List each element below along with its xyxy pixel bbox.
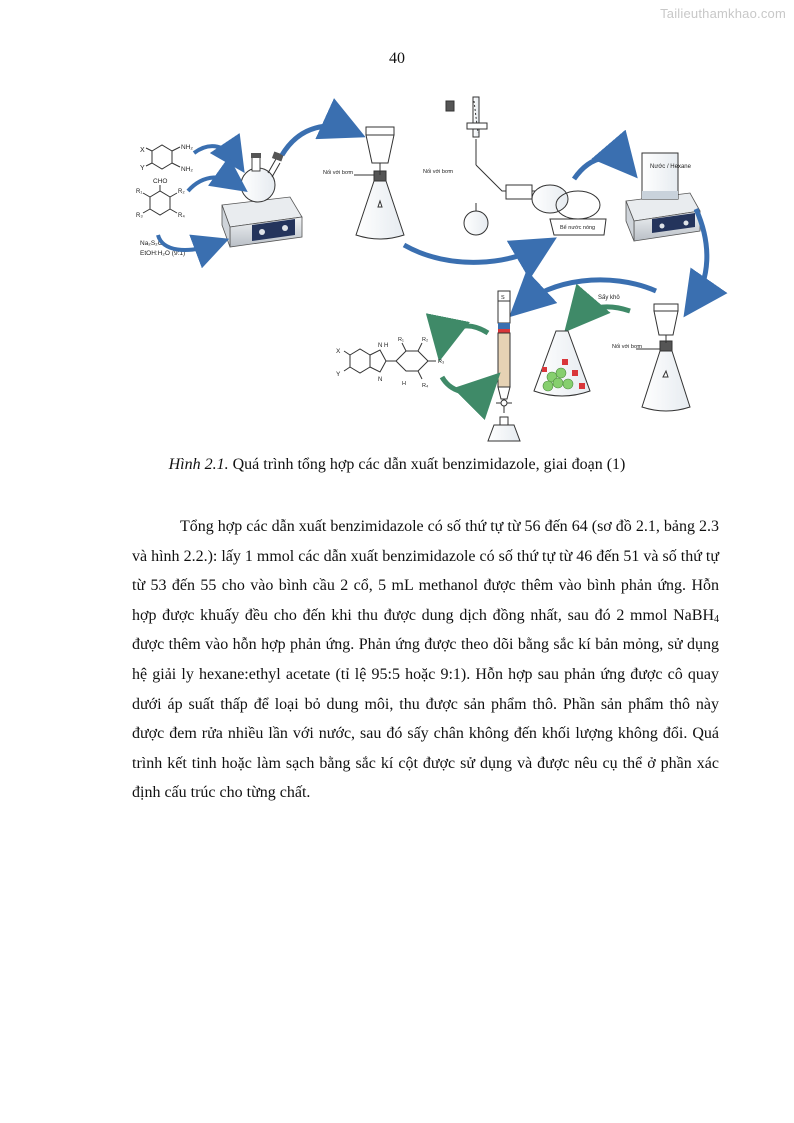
product-r2: R₂ — [422, 337, 429, 343]
product-r3: R₃ — [438, 359, 445, 365]
paragraph-subscript: 4 — [714, 613, 719, 625]
body-paragraph — [132, 512, 719, 808]
arrow-drying — [574, 307, 630, 321]
product-h: H — [402, 381, 406, 387]
arrow-diamine-to-flask — [194, 146, 238, 163]
reagent-na2s2o5: Na₂S₂O₅ — [140, 240, 166, 247]
arrow-to-rotavap — [404, 245, 544, 262]
aldehyde-r3: R₃ — [136, 213, 143, 219]
stirrer-hotplate-1 — [222, 197, 302, 247]
arrow-to-column — [520, 280, 656, 307]
arrow-reagents-to-stirrer — [158, 235, 218, 250]
buchner-filtration-1 — [354, 127, 404, 239]
product-structure — [344, 343, 436, 379]
aldehyde-r1: R₁ — [136, 189, 143, 195]
page-number: 40 — [389, 50, 405, 67]
reagent-solvent: EtOH:H₂O (9:1) — [140, 250, 186, 257]
product-r1: R₁ — [398, 337, 404, 343]
amine-label-1: NH₂ — [181, 144, 193, 151]
wash-beaker — [642, 153, 678, 199]
product-x: X — [336, 348, 341, 355]
drying-label: Sấy khô — [598, 295, 620, 301]
vacuum-label-3: Nối với bơm — [612, 344, 643, 350]
substituent-y-1: Y — [140, 165, 145, 172]
amine-label-2: NH₂ — [181, 166, 193, 173]
synthesis-figure — [130, 95, 730, 445]
caption-label: Hình 2.1. — [168, 456, 229, 473]
cycle-arrow-1 — [442, 326, 488, 347]
synthesis-diagram — [130, 95, 730, 445]
product-n: N — [378, 377, 383, 383]
cycle-arrow-2 — [442, 377, 490, 392]
column-top-label: S — [501, 295, 505, 301]
stirrer-hotplate-2 — [626, 193, 700, 241]
buchner-filtration-2 — [636, 304, 690, 411]
aldehyde-structure — [143, 185, 177, 215]
aldehyde-r2: R₂ — [178, 189, 185, 195]
arrow-to-filtration-1 — [282, 126, 352, 155]
wash-solvent-label: Nước / Hexane — [650, 164, 691, 170]
arrow-to-wash — [574, 158, 628, 179]
aldehyde-r4: R₄ — [178, 213, 185, 219]
water-bath-label: Bể nước nóng — [560, 225, 596, 231]
chromatography-column — [488, 291, 520, 441]
watermark: Tailieuthamkhao.com — [660, 6, 786, 21]
arrow-aldehyde-to-flask — [188, 177, 238, 191]
product-r4: R₄ — [422, 383, 429, 389]
vacuum-label-1: Nối với bơm — [323, 170, 354, 176]
two-neck-flask — [241, 151, 284, 202]
aldehyde-cho-label: CHO — [153, 178, 168, 185]
substituent-x-1: X — [140, 147, 145, 154]
caption-text: Quá trình tổng hợp các dẫn xuất benzimidazole, giai đoạn (1) — [228, 456, 626, 473]
crystal-flask — [534, 331, 590, 396]
product-nh: N H — [378, 343, 389, 349]
paragraph-part-1: Tổng hợp các dẫn xuất benzimidazole có số thứ tự từ 56 đến 64 (sơ đồ 2.1, bảng 2.3 và hình 2.2.): lấy 1 mmol các dẫn xuất benzimidazole có số thứ tự từ 46 đến 51 và số thứ tự từ 53 đến 55 cho vào bình cầu 2 cổ, 5 mL methanol được thêm vào bình phản ứng. Hỗn hợp được khuấy đều cho đến khi thu được dung dịch đồng nhất, sau đó 2 mmol NaBH — [132, 518, 719, 624]
diamine-structure — [146, 145, 180, 169]
paragraph-part-2: được thêm vào hỗn hợp phản ứng. Phản ứng được theo dõi bằng sắc kí bản mỏng, sử dụng hệ giải ly hexane:ethyl acetate (tỉ lệ 95:5 hoặc 9:1). Hỗn hợp sau phản ứng được cô quay dưới áp suất thấp để loại bỏ dung môi, thu được sản phẩm thô. Phần sản phẩm thô này được đem rửa nhiều lần với nước, sau đó sấy chân không đến khối lượng không đổi. Quá trình kết tinh hoặc làm sạch bằng sắc kí cột được sử dụng và được nêu cụ thể ở phần xác định cấu trúc cho từng chất. — [132, 636, 719, 802]
product-y: Y — [336, 371, 341, 378]
vacuum-label-2: Nối với bơm — [423, 169, 454, 175]
figure-caption — [0, 456, 794, 474]
